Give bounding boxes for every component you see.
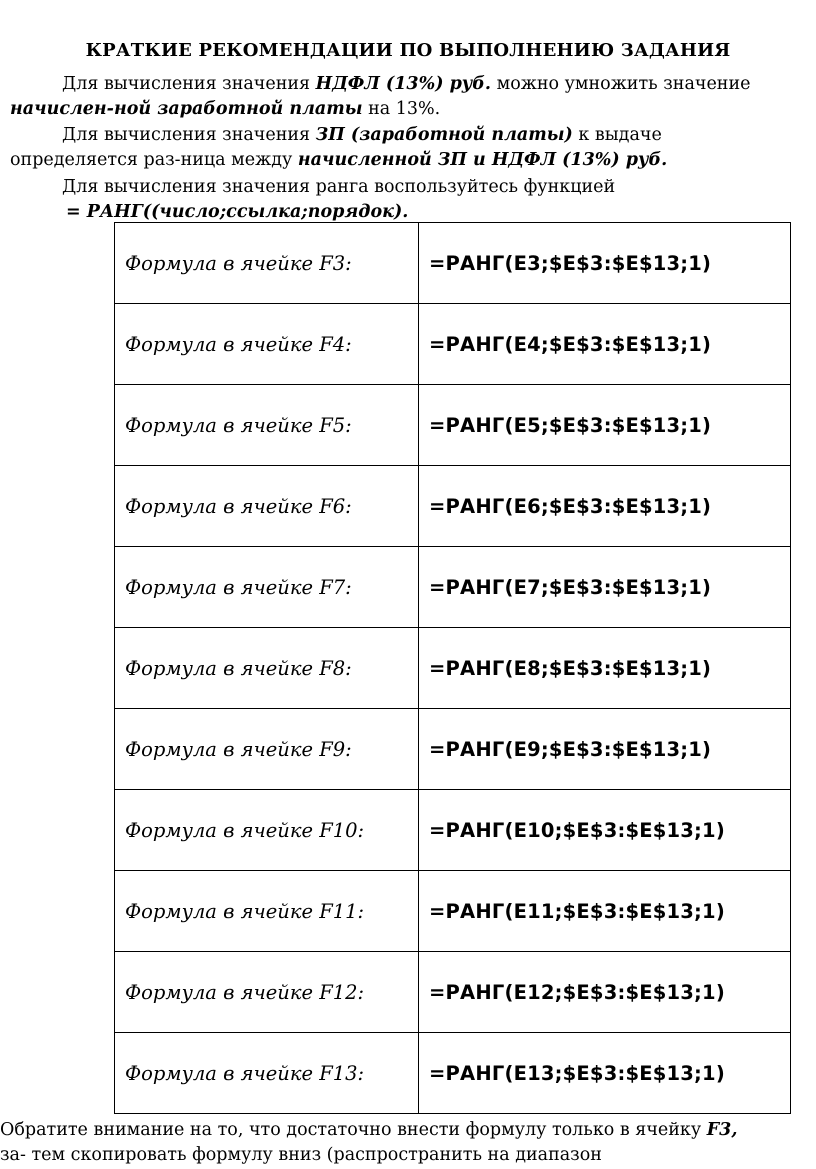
table-row [115,628,791,709]
cell-label: Формула в ячейке F6: [115,466,419,547]
cell-formula: =РАНГ(E9;$E$3:$E$13;1) [419,709,791,790]
page-title: КРАТКИЕ РЕКОМЕНДАЦИИ ПО ВЫПОЛНЕНИЮ ЗАДАНИЯ [85,40,731,61]
table-row [115,223,791,304]
table-row [115,952,791,1033]
cell-label: Формула в ячейке F3: [115,223,419,304]
cell-formula: =РАНГ(E7;$E$3:$E$13;1) [419,547,791,628]
cell-label: Формула в ячейке F4: [115,304,419,385]
cell-label: Формула в ячейке F10: [115,790,419,871]
table-row [115,709,791,790]
footer-note: Обратите внимание на то, что достаточно внести формулу только в ячейку F3, за- тем скопировать формулу вниз (распространить на диапазон [0,1120,738,1165]
cell-formula: =РАНГ(E13;$E$3:$E$13;1) [419,1033,791,1114]
cell-label: Формула в ячейке F5: [115,385,419,466]
cell-formula: =РАНГ(E3;$E$3:$E$13;1) [419,223,791,304]
cell-label: Формула в ячейке F11: [115,871,419,952]
cell-label: Формула в ячейке F9: [115,709,419,790]
cell-formula: =РАНГ(E4;$E$3:$E$13;1) [419,304,791,385]
cell-label: Формула в ячейке F13: [115,1033,419,1114]
paragraph-rank: Для вычисления значения ранга воспользуйтесь функцией = РАНГ((число;ссылка;порядок). [62,177,616,222]
table-row [115,871,791,952]
table-row [115,385,791,466]
cell-label: Формула в ячейке F7: [115,547,419,628]
cell-label: Формула в ячейке F8: [115,628,419,709]
cell-formula: =РАНГ(E6;$E$3:$E$13;1) [419,466,791,547]
cell-formula: =РАНГ(E12;$E$3:$E$13;1) [419,952,791,1033]
cell-formula: =РАНГ(E5;$E$3:$E$13;1) [419,385,791,466]
table-row [115,790,791,871]
cell-formula: =РАНГ(E11;$E$3:$E$13;1) [419,871,791,952]
cell-label: Формула в ячейке F12: [115,952,419,1033]
cell-formula: =РАНГ(E8;$E$3:$E$13;1) [419,628,791,709]
paragraph-salary: Для вычисления значения ЗП (заработной платы) к выдаче определяется раз-ница между начисленной ЗП и НДФЛ (13%) руб. [10,125,668,170]
table-row [115,547,791,628]
paragraph-ndfl: Для вычисления значения НДФЛ (13%) руб. можно умножить значение начислен-ной заработной платы на 13%. [10,74,751,119]
table-row [115,1033,791,1114]
table-row [115,304,791,385]
formula-table [114,222,791,1114]
table-row [115,466,791,547]
rank-syntax: = РАНГ((число;ссылка;порядок). [66,202,409,222]
cell-formula: =РАНГ(E10;$E$3:$E$13;1) [419,790,791,871]
